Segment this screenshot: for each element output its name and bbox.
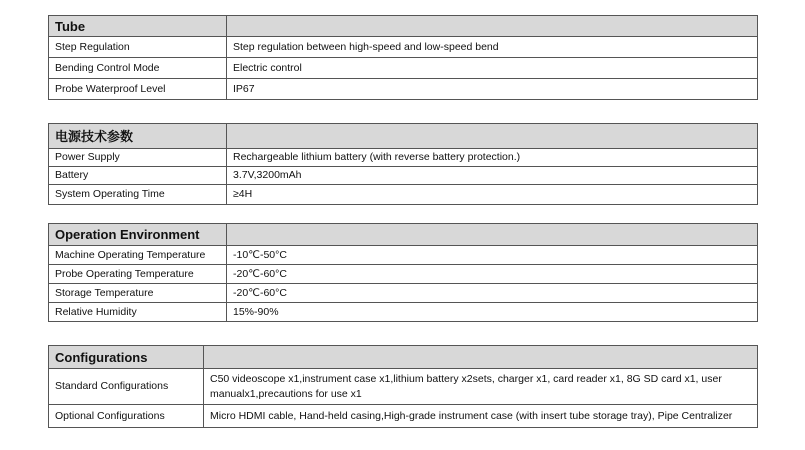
- row-label: Bending Control Mode: [49, 58, 227, 79]
- table-row: [49, 284, 758, 303]
- section-header: [49, 124, 758, 149]
- section-title-environment: Operation Environment: [49, 224, 227, 246]
- row-value: IP67: [227, 79, 758, 100]
- section-title-tube: Tube: [49, 16, 227, 37]
- section-title-power: 电源技术参数: [49, 124, 227, 149]
- environment-spec-table: [48, 223, 758, 322]
- row-label: Probe Waterproof Level: [49, 79, 227, 100]
- row-value: Micro HDMI cable, Hand-held casing,High-grade instrument case (with insert tube storage tray), Pipe Centralizer: [204, 405, 758, 428]
- row-value: Electric control: [227, 58, 758, 79]
- row-label: Relative Humidity: [49, 303, 227, 322]
- section-header: [49, 224, 758, 246]
- row-value: 3.7V,3200mAh: [227, 167, 758, 185]
- row-value: Rechargeable lithium battery (with reverse battery protection.): [227, 149, 758, 167]
- row-value: -20℃-60°C: [227, 265, 758, 284]
- table-row: [49, 167, 758, 185]
- tube-spec-table: [48, 15, 758, 100]
- table-row: [49, 185, 758, 205]
- table-row: [49, 405, 758, 428]
- section-header: [49, 16, 758, 37]
- row-label: Storage Temperature: [49, 284, 227, 303]
- table-row: [49, 303, 758, 322]
- table-row: [49, 149, 758, 167]
- table-row: [49, 58, 758, 79]
- row-value: -20℃-60°C: [227, 284, 758, 303]
- row-label: System Operating Time: [49, 185, 227, 205]
- power-spec-table: [48, 123, 758, 205]
- row-label: Step Regulation: [49, 37, 227, 58]
- row-label: Machine Operating Temperature: [49, 246, 227, 265]
- row-value: 15%-90%: [227, 303, 758, 322]
- table-row: [49, 37, 758, 58]
- section-title-configurations: Configurations: [49, 346, 204, 369]
- row-value: C50 videoscope x1,instrument case x1,lithium battery x2sets, charger x1, card reader x1, 8G SD card x1, user manualx1,precautions for use x1: [204, 369, 758, 405]
- row-label: Optional Configurations: [49, 405, 204, 428]
- table-row: [49, 369, 758, 405]
- row-label: Battery: [49, 167, 227, 185]
- configurations-spec-table: [48, 345, 758, 428]
- row-value: Step regulation between high-speed and low-speed bend: [227, 37, 758, 58]
- row-value: ≥4H: [227, 185, 758, 205]
- table-row: [49, 246, 758, 265]
- row-label: Probe Operating Temperature: [49, 265, 227, 284]
- row-label: Standard Configurations: [49, 369, 204, 405]
- row-label: Power Supply: [49, 149, 227, 167]
- table-row: [49, 265, 758, 284]
- row-value: -10℃-50°C: [227, 246, 758, 265]
- section-header: [49, 346, 758, 369]
- table-row: [49, 79, 758, 100]
